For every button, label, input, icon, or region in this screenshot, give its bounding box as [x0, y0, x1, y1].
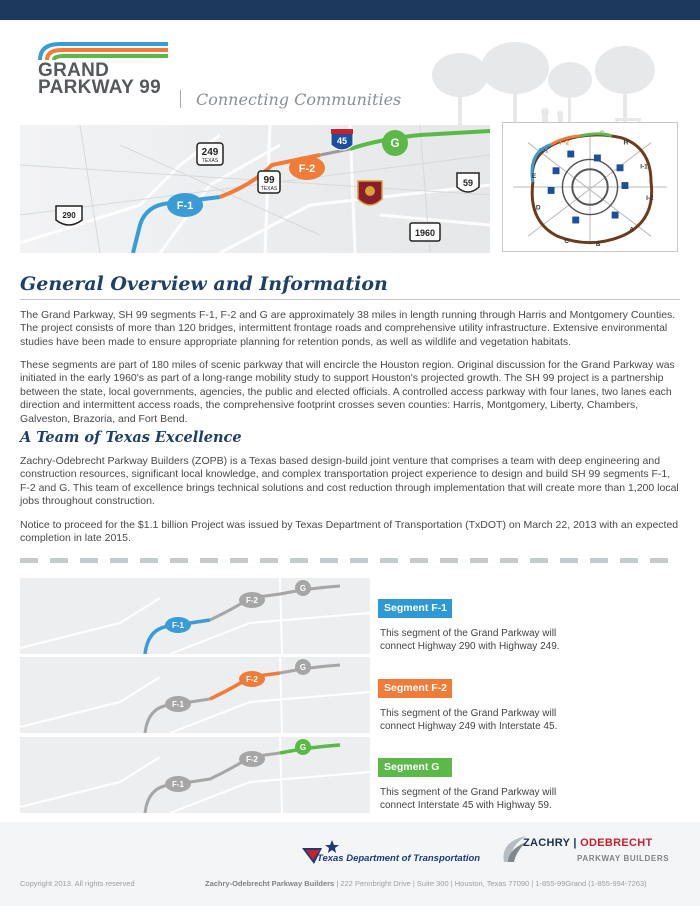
shield-290-num: 290: [62, 211, 76, 220]
tagline: Connecting Communities: [196, 90, 402, 109]
top-banner: [0, 0, 700, 20]
trees-illustration-icon: [420, 40, 680, 130]
footer: [0, 822, 700, 906]
copyright: Copyright 2013. All rights reserved: [20, 879, 135, 888]
logo-arc-icon: [38, 38, 173, 62]
segmap-f1-badge: F-1: [172, 621, 184, 630]
team-title: A Team of Texas Excellence: [20, 429, 242, 446]
overview-para-1: The Grand Parkway, SH 99 segments F-1, F-2 and G are approximately 38 miles in length running through Harris and Montgomery Counties. The project consists of more than 120 bridges, intermittent frontage roads and comprehensive utility infrastructure. Extensive environmental studies have been made to ensure appropriate planning for retention ponds, as well as wildlife and vegetation habitats.: [20, 309, 676, 348]
overview-para-2: These segments are part of 180 miles of scenic parkway that will encircle the Houston region. Original discussion for the Grand Parkway was initiated in the early 1960's as part of a long-range mobility study to support Houston's projected growth. The SH 99 project is a partnership between the state, local governments, agencies, the public and elected officials. A controlled access parkway with four lanes, two lanes each direction and intermittent access roads, the comprehensive footprint crosses seven counties: Harris, Montgomery, Liberty, Chambers, Galveston, Brazoria, and Fort Bend.: [20, 359, 675, 425]
shield-290: [56, 206, 82, 225]
shield-1960-num: 1960: [414, 228, 436, 238]
inset-label-i2: I-2: [646, 194, 654, 202]
inset-label-f1: F-1: [538, 147, 549, 155]
badge-f2: [289, 156, 325, 180]
inset-label-c: C: [564, 238, 570, 246]
segment-f2-desc: This segment of the Grand Parkway will connect Highway 249 with Interstate 45.: [380, 708, 558, 732]
segmap-f2-badge: F-2: [246, 675, 258, 684]
segment-map-f1: [20, 578, 370, 654]
team-para-1: Zachry-Odebrecht Parkway Builders (ZOPB) is a Texas based design-build joint venture that comprises a team with deep engineering and construction resources, significant local knowledge, and complex transportation project experience to design and build SH 99 segments F-1, F-2 and G. This team of excellence brings technical solutions and cost reduction through implementation that will create more than 1,200 local jobs throughout construction.: [20, 455, 679, 508]
badge-f2-label: F-2: [298, 163, 316, 175]
contact-details: | 222 Pennbright Drive | Suite 300 | Houston, Texas 77090 | 1-855-99Grand (1-855-994-7263): [336, 879, 647, 888]
shield-59: [457, 173, 479, 192]
badge-g: [382, 130, 408, 156]
logo-line2: PARKWAY 99: [38, 77, 162, 98]
odebrecht-text: ODEBRECHT: [580, 837, 653, 849]
inset-label-a: A: [629, 226, 635, 234]
segmap-g-badge: G: [299, 743, 307, 752]
badge-g-label: G: [390, 136, 400, 150]
segment-g-desc: This segment of the Grand Parkway will connect Interstate 45 with Highway 59.: [380, 787, 557, 811]
inset-label-d: D: [535, 204, 541, 212]
segment-f1-label: Segment F-1: [378, 599, 452, 618]
badge-f1: [167, 193, 203, 217]
inset-label-e: E: [531, 173, 537, 181]
title-divider: [20, 299, 680, 300]
main-map: [20, 125, 490, 253]
inset-label-g: G: [599, 129, 605, 137]
shield-45-num: 45: [336, 136, 348, 146]
shield-249-num: 249: [201, 147, 219, 158]
parkway-builders-text: PARKWAY BUILDERS: [577, 854, 670, 863]
badge-f1-label: F-1: [176, 200, 194, 212]
tagline-divider: [180, 90, 181, 108]
inset-map: [502, 122, 678, 252]
shield-1960: [410, 223, 440, 241]
shield-249-sub: TEXAS: [201, 158, 219, 164]
team-para-2: Notice to proceed for the $1.1 billion Project was issued by Texas Department of Transportation (TxDOT) on March 22, 2013 with an expected completion in late 2015.: [20, 519, 679, 545]
logo-line1: GRAND: [38, 60, 110, 81]
segmap-g-f2: F-2: [246, 755, 258, 764]
contact-name: Zachry-Odebrecht Parkway Builders: [205, 879, 335, 888]
contact-info: [205, 879, 647, 888]
segment-f1-desc: This segment of the Grand Parkway will connect Highway 290 with Highway 249.: [380, 628, 560, 652]
segmap-f2-g: G: [299, 663, 307, 672]
toll-road-shield-icon: [358, 181, 382, 205]
segmap-f1-f2: F-2: [246, 596, 258, 605]
zachry-text: ZACHRY: [523, 837, 571, 849]
zopb-name: [523, 837, 653, 849]
segmap-f2-f1: F-1: [172, 700, 184, 709]
segment-map-g: [20, 737, 370, 813]
dashed-divider: [20, 558, 680, 563]
shield-45: [331, 129, 353, 150]
txdot-name: Texas Department of Transportation: [317, 853, 481, 864]
shield-249: [197, 143, 223, 165]
shield-99-num: 99: [263, 175, 275, 186]
inset-label-b: B: [595, 241, 601, 249]
segment-g-label: Segment G: [378, 758, 452, 777]
inset-label-h: H: [623, 139, 629, 147]
shield-59-num: 59: [462, 178, 474, 188]
overview-title: General Overview and Information: [20, 273, 388, 295]
segment-f2-label: Segment F-2: [378, 679, 452, 698]
segmap-f1-g: G: [299, 584, 307, 593]
segment-map-f2: [20, 657, 370, 733]
inset-label-i1: I-1: [640, 163, 648, 171]
shield-99: [258, 171, 280, 193]
zopb-separator: |: [573, 837, 577, 849]
inset-label-f2: F-2: [559, 139, 570, 147]
shield-99-sub: TEXAS: [260, 186, 278, 192]
segmap-g-f1: F-1: [172, 780, 184, 789]
